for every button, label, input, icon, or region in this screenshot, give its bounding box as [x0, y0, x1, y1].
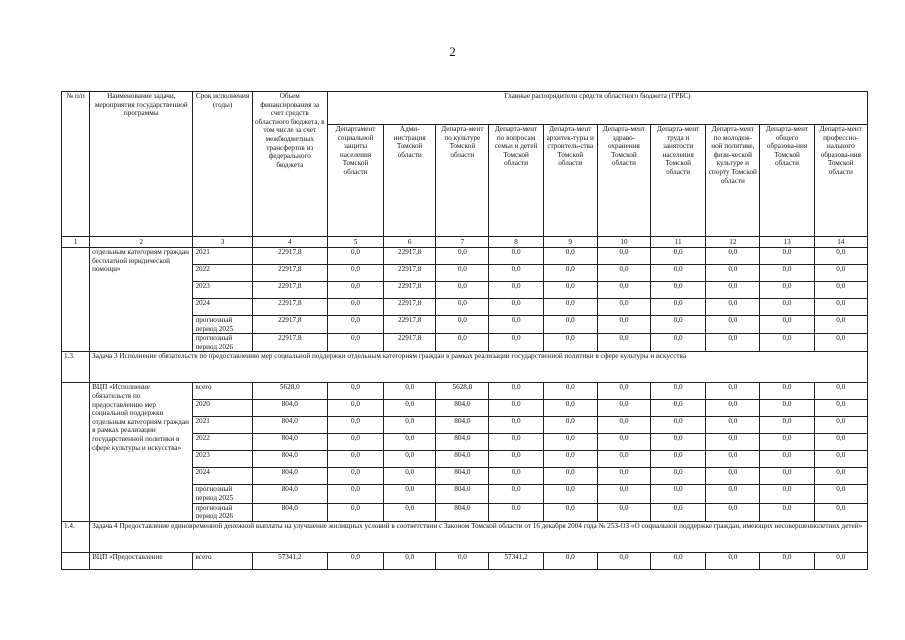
value-cell: 0,0 [760, 334, 814, 352]
period-cell: 2023 [193, 282, 252, 299]
value-cell: 0,0 [489, 334, 543, 352]
value-cell: 0,0 [384, 468, 436, 485]
value-cell: 0,0 [814, 265, 867, 282]
value-cell: 0,0 [760, 552, 814, 569]
value-cell: 0,0 [706, 503, 760, 521]
value-cell: 0,0 [597, 468, 650, 485]
header-grbs-8: Департа-мент по молодеж-ной политике, физи-ческой культуре и спорту Томской области [706, 125, 760, 237]
value-cell: 0,0 [814, 552, 867, 569]
value-cell: 0,0 [760, 434, 814, 451]
column-number: 10 [597, 237, 650, 248]
value-cell: 0,0 [436, 316, 489, 334]
value-cell: 0,0 [384, 434, 436, 451]
period-cell: прогнозный период 2025 [193, 316, 252, 334]
period-cell: 2024 [193, 299, 252, 316]
column-number: 5 [327, 237, 383, 248]
value-cell: 0,0 [489, 400, 543, 417]
value-cell: 0,0 [651, 503, 706, 521]
value-cell: 0,0 [651, 248, 706, 265]
period-cell: всего [193, 552, 252, 569]
table-body [62, 248, 868, 570]
header-grbs-10: Департа-мент профессио-нального образова-ния Томской области [814, 125, 867, 237]
column-number: 14 [814, 237, 867, 248]
value-cell: 0,0 [327, 334, 383, 352]
period-cell: 2022 [193, 265, 252, 282]
value-cell: 22917,8 [252, 248, 327, 265]
value-cell: 0,0 [651, 451, 706, 468]
value-cell: 0,0 [814, 316, 867, 334]
header-volume: Объем финансирования за счет средств областного бюджета, в том числе за счет межбюджетных трансфертов из федерального бюджета [252, 92, 327, 237]
value-cell: 0,0 [543, 434, 597, 451]
value-cell: 0,0 [597, 248, 650, 265]
value-cell: 0,0 [543, 468, 597, 485]
value-cell: 0,0 [543, 552, 597, 569]
header-grbs-6: Департа-мент здраво-охранения Томской области [597, 125, 650, 237]
column-number: 1 [62, 237, 90, 248]
value-cell: 0,0 [543, 400, 597, 417]
value-cell: 804,0 [252, 451, 327, 468]
column-number: 2 [90, 237, 193, 248]
value-cell: 0,0 [327, 282, 383, 299]
value-cell: 0,0 [327, 265, 383, 282]
period-cell: 2021 [193, 417, 252, 434]
value-cell: 0,0 [597, 434, 650, 451]
value-cell: 0,0 [384, 417, 436, 434]
value-cell: 0,0 [327, 451, 383, 468]
value-cell: 0,0 [384, 451, 436, 468]
value-cell: 804,0 [436, 434, 489, 451]
value-cell: 22917,8 [384, 316, 436, 334]
page-number: 2 [449, 44, 456, 59]
value-cell: 0,0 [651, 417, 706, 434]
column-number-row [62, 237, 868, 248]
column-number: 11 [651, 237, 706, 248]
value-cell: 0,0 [651, 468, 706, 485]
value-cell: 0,0 [760, 400, 814, 417]
task-row [62, 521, 868, 552]
value-cell: 0,0 [543, 503, 597, 521]
value-cell: 0,0 [543, 485, 597, 503]
value-cell: 0,0 [327, 400, 383, 417]
budget-table [61, 91, 868, 570]
value-cell: 0,0 [597, 265, 650, 282]
value-cell: 0,0 [814, 282, 867, 299]
task-num: 1.4. [62, 521, 90, 552]
value-cell: 0,0 [384, 400, 436, 417]
value-cell: 0,0 [706, 417, 760, 434]
value-cell: 804,0 [436, 485, 489, 503]
value-cell: 0,0 [543, 334, 597, 352]
value-cell: 0,0 [384, 485, 436, 503]
value-cell: 0,0 [327, 299, 383, 316]
value-cell: 0,0 [489, 383, 543, 400]
value-cell: 0,0 [597, 299, 650, 316]
value-cell: 0,0 [384, 503, 436, 521]
header-grbs-7: Департа-мент труда и занятости населения Томской области [651, 125, 706, 237]
value-cell: 0,0 [706, 334, 760, 352]
value-cell: 0,0 [327, 383, 383, 400]
value-cell: 804,0 [436, 417, 489, 434]
task-text: Задача 4 Предоставление единовременной денежной выплаты на улучшение жилищных условий в соответствии с Законом Томской области от 16 декабря 2004 года № 253-ОЗ «О социальной поддержке граждан, имеющих несовершеннолетних детей» [90, 521, 868, 552]
value-cell: 0,0 [651, 265, 706, 282]
value-cell: 0,0 [489, 451, 543, 468]
task-text: Задача 3 Исполнение обязательств по предоставлению мер социальной поддержки отдельным категориям граждан в рамках реализации государственной политики в сфере культуры и искусства [90, 352, 868, 383]
value-cell: 0,0 [814, 434, 867, 451]
column-number: 7 [436, 237, 489, 248]
value-cell: 0,0 [489, 485, 543, 503]
value-cell: 0,0 [760, 299, 814, 316]
task-row [62, 352, 868, 383]
value-cell: 0,0 [651, 400, 706, 417]
table-row [62, 552, 868, 569]
value-cell: 0,0 [543, 316, 597, 334]
value-cell: 22917,8 [384, 334, 436, 352]
value-cell: 0,0 [543, 282, 597, 299]
period-cell: прогнозный период 2026 [193, 503, 252, 521]
value-cell: 0,0 [706, 299, 760, 316]
row-num-cell [62, 383, 90, 521]
period-cell: всего [193, 383, 252, 400]
value-cell: 0,0 [436, 334, 489, 352]
value-cell: 22917,8 [252, 282, 327, 299]
value-cell: 22917,8 [252, 265, 327, 282]
period-cell: прогнозный период 2026 [193, 334, 252, 352]
value-cell: 0,0 [814, 417, 867, 434]
value-cell: 804,0 [436, 468, 489, 485]
header-grbs-1: Департамент социальной защиты населения Томской области [327, 125, 383, 237]
row-num-cell [62, 248, 90, 352]
column-number: 3 [193, 237, 252, 248]
value-cell: 0,0 [814, 334, 867, 352]
value-cell: 0,0 [814, 400, 867, 417]
value-cell: 22917,8 [384, 299, 436, 316]
column-number: 12 [706, 237, 760, 248]
value-cell: 0,0 [489, 282, 543, 299]
value-cell: 0,0 [706, 265, 760, 282]
value-cell: 22917,8 [252, 316, 327, 334]
period-cell: 2023 [193, 451, 252, 468]
table-header [62, 92, 868, 248]
value-cell: 804,0 [252, 485, 327, 503]
value-cell: 0,0 [543, 417, 597, 434]
value-cell: 0,0 [814, 485, 867, 503]
value-cell: 0,0 [543, 451, 597, 468]
measure-name: ВЦП «Предоставление [90, 552, 193, 569]
value-cell: 0,0 [327, 248, 383, 265]
value-cell: 0,0 [489, 468, 543, 485]
value-cell: 0,0 [706, 468, 760, 485]
value-cell: 0,0 [489, 503, 543, 521]
column-number: 4 [252, 237, 327, 248]
value-cell: 804,0 [252, 503, 327, 521]
value-cell: 0,0 [327, 552, 383, 569]
value-cell: 0,0 [597, 383, 650, 400]
value-cell: 57341,2 [252, 552, 327, 569]
value-cell: 0,0 [489, 299, 543, 316]
value-cell: 0,0 [489, 417, 543, 434]
value-cell: 0,0 [436, 265, 489, 282]
period-cell: 2022 [193, 434, 252, 451]
table-row [62, 248, 868, 265]
value-cell: 0,0 [489, 265, 543, 282]
task-num: 1.3. [62, 352, 90, 383]
value-cell: 0,0 [597, 334, 650, 352]
value-cell: 0,0 [760, 503, 814, 521]
value-cell: 804,0 [252, 434, 327, 451]
value-cell: 804,0 [252, 400, 327, 417]
value-cell: 22917,8 [384, 265, 436, 282]
value-cell: 0,0 [543, 383, 597, 400]
value-cell: 22917,8 [384, 282, 436, 299]
value-cell: 0,0 [760, 282, 814, 299]
value-cell: 0,0 [814, 248, 867, 265]
value-cell: 0,0 [651, 485, 706, 503]
value-cell: 0,0 [706, 282, 760, 299]
column-number: 13 [760, 237, 814, 248]
value-cell: 804,0 [252, 417, 327, 434]
value-cell: 5628,0 [436, 383, 489, 400]
value-cell: 0,0 [706, 400, 760, 417]
value-cell: 0,0 [706, 485, 760, 503]
value-cell: 804,0 [436, 400, 489, 417]
value-cell: 0,0 [436, 282, 489, 299]
period-cell: 2020 [193, 400, 252, 417]
value-cell: 0,0 [597, 451, 650, 468]
value-cell: 0,0 [597, 485, 650, 503]
period-cell: прогнозный период 2025 [193, 485, 252, 503]
header-grbs-4: Департа-мент по вопросам семьи и детей Томской области [489, 125, 543, 237]
value-cell: 804,0 [436, 503, 489, 521]
column-number: 8 [489, 237, 543, 248]
measure-name: отдельным категориям граждан бесплатной юридической помощи» [90, 248, 193, 352]
measure-name: ВЦП «Исполнение обязательств по предоставлению мер социальной поддержки отдельным категориям граждан в рамках реализации государственной политики в сфере культуры и искусства» [90, 383, 193, 521]
value-cell: 0,0 [651, 552, 706, 569]
value-cell: 0,0 [489, 248, 543, 265]
value-cell: 0,0 [543, 265, 597, 282]
value-cell: 0,0 [814, 299, 867, 316]
value-cell: 5628,0 [252, 383, 327, 400]
value-cell: 0,0 [760, 265, 814, 282]
value-cell: 0,0 [651, 299, 706, 316]
value-cell: 0,0 [760, 383, 814, 400]
value-cell: 0,0 [327, 468, 383, 485]
value-cell: 0,0 [543, 248, 597, 265]
value-cell: 0,0 [706, 383, 760, 400]
value-cell: 0,0 [489, 434, 543, 451]
value-cell: 0,0 [327, 417, 383, 434]
value-cell: 0,0 [706, 316, 760, 334]
header-grbs-3: Департа-мент по культуре Томской области [436, 125, 489, 237]
value-cell: 0,0 [436, 248, 489, 265]
value-cell: 0,0 [760, 485, 814, 503]
value-cell: 0,0 [814, 451, 867, 468]
table-row [62, 383, 868, 400]
value-cell: 0,0 [651, 334, 706, 352]
value-cell: 0,0 [814, 383, 867, 400]
value-cell: 0,0 [543, 299, 597, 316]
value-cell: 0,0 [327, 503, 383, 521]
value-cell: 0,0 [760, 248, 814, 265]
value-cell: 0,0 [706, 248, 760, 265]
value-cell: 0,0 [436, 299, 489, 316]
value-cell: 0,0 [597, 417, 650, 434]
value-cell: 22917,8 [252, 299, 327, 316]
value-cell: 0,0 [706, 552, 760, 569]
value-cell: 57341,2 [489, 552, 543, 569]
header-grbs-title: Главные распорядители средств областного бюджета (ГРБС) [327, 92, 867, 125]
value-cell: 0,0 [436, 552, 489, 569]
column-number: 6 [384, 237, 436, 248]
row-num-cell [62, 552, 90, 569]
value-cell: 0,0 [597, 282, 650, 299]
value-cell: 0,0 [760, 468, 814, 485]
period-cell: 2024 [193, 468, 252, 485]
column-number: 9 [543, 237, 597, 248]
value-cell: 0,0 [384, 383, 436, 400]
value-cell: 0,0 [760, 316, 814, 334]
value-cell: 0,0 [384, 552, 436, 569]
value-cell: 0,0 [489, 316, 543, 334]
value-cell: 0,0 [597, 552, 650, 569]
value-cell: 0,0 [651, 383, 706, 400]
value-cell: 0,0 [706, 451, 760, 468]
value-cell: 0,0 [327, 485, 383, 503]
header-period: Срок исполнения (годы) [193, 92, 252, 237]
value-cell: 0,0 [760, 417, 814, 434]
value-cell: 0,0 [651, 316, 706, 334]
value-cell: 804,0 [252, 468, 327, 485]
value-cell: 0,0 [597, 503, 650, 521]
header-name: Наименование задачи, мероприятия государственной программы [90, 92, 193, 237]
header-grbs-9: Департа-мент общего образова-ния Томской области [760, 125, 814, 237]
period-cell: 2021 [193, 248, 252, 265]
value-cell: 22917,8 [384, 248, 436, 265]
value-cell: 0,0 [327, 434, 383, 451]
value-cell: 0,0 [651, 282, 706, 299]
value-cell: 22917,8 [252, 334, 327, 352]
header-grbs-2: Адми-нистрация Томской области [384, 125, 436, 237]
value-cell: 0,0 [706, 434, 760, 451]
value-cell: 0,0 [597, 316, 650, 334]
value-cell: 0,0 [597, 400, 650, 417]
value-cell: 0,0 [814, 468, 867, 485]
value-cell: 804,0 [436, 451, 489, 468]
header-num: № п/п [62, 92, 90, 237]
value-cell: 0,0 [760, 451, 814, 468]
value-cell: 0,0 [814, 503, 867, 521]
value-cell: 0,0 [327, 316, 383, 334]
value-cell: 0,0 [651, 434, 706, 451]
header-grbs-5: Департа-мент архитек-туры и строитель-ства Томской области [543, 125, 597, 237]
